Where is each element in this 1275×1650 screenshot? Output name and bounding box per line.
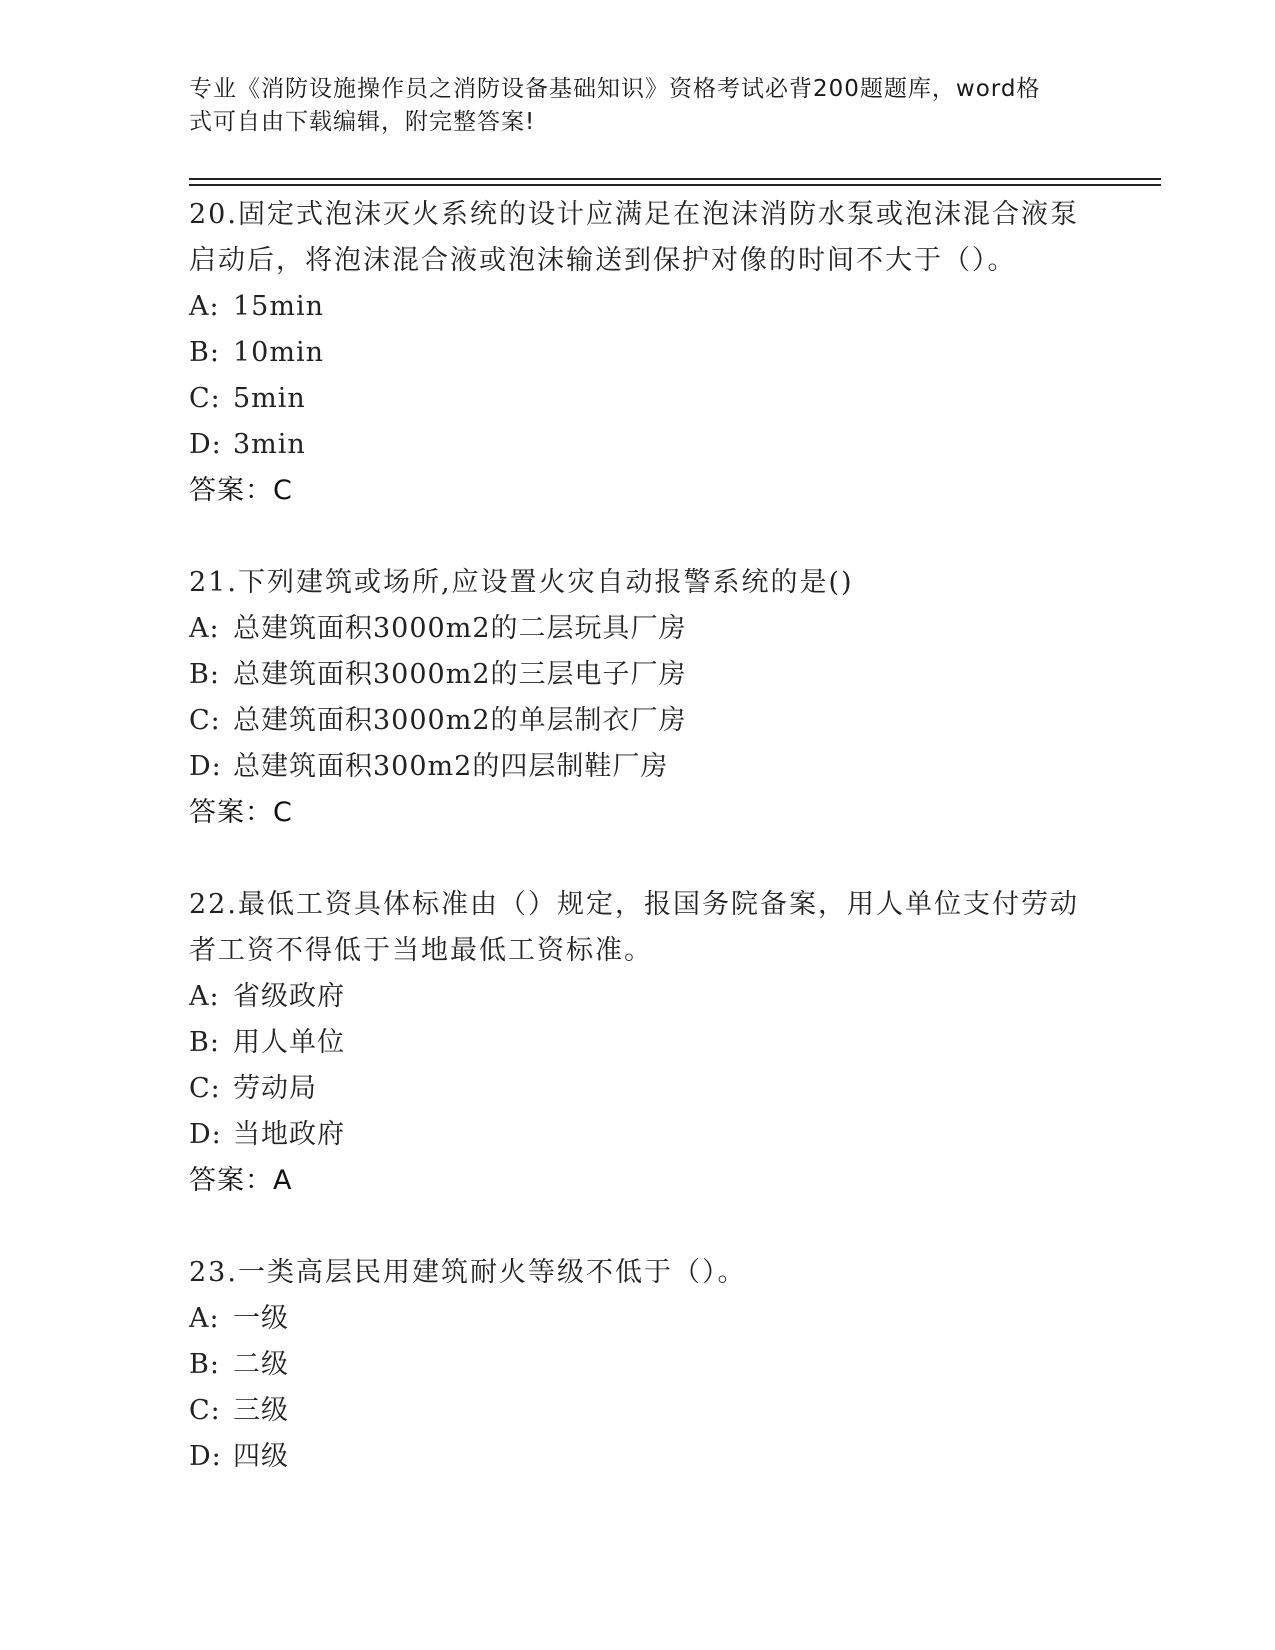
question-stem-line: 22.最低工资具体标准由（）规定，报国务院备案，用人单位支付劳动: [189, 889, 1079, 920]
question-stem: [189, 882, 1089, 974]
option-c: [189, 376, 1089, 422]
question-21: [189, 560, 1089, 836]
option-text: 一级: [233, 1303, 289, 1334]
option-b: [189, 652, 1089, 698]
option-text: 四级: [233, 1441, 289, 1472]
option-key: C:: [189, 1395, 221, 1426]
option-c: [189, 698, 1089, 744]
header-divider-top: [189, 178, 1161, 180]
option-d: [189, 1434, 1089, 1480]
option-key: B:: [189, 1349, 220, 1380]
option-d: [189, 744, 1089, 790]
option-d: [189, 1112, 1089, 1158]
question-stem-line: 启动后，将泡沫混合液或泡沫输送到保护对像的时间不大于（）。: [189, 245, 1017, 276]
question-22: [189, 882, 1089, 1204]
question-stem-line: 20.固定式泡沫灭火系统的设计应满足在泡沫消防水泵或泡沫混合液泵: [189, 199, 1079, 230]
option-text: 二级: [233, 1349, 289, 1380]
option-key: D:: [189, 1119, 222, 1150]
option-key: B:: [189, 659, 220, 690]
option-b: [189, 330, 1089, 376]
document-header: [189, 73, 1089, 139]
option-key: D:: [189, 429, 222, 460]
question-stem: [189, 192, 1089, 284]
option-key: C:: [189, 705, 221, 736]
option-a: [189, 606, 1089, 652]
option-text: 15min: [233, 291, 324, 322]
question-20: [189, 192, 1089, 514]
option-b: [189, 1342, 1089, 1388]
answer-line: 答案：C: [189, 797, 293, 828]
answer-line: 答案：C: [189, 475, 293, 506]
option-a: [189, 974, 1089, 1020]
option-c: [189, 1388, 1089, 1434]
option-d: [189, 422, 1089, 468]
option-text: 3min: [233, 429, 306, 460]
question-stem-line: 者工资不得低于当地最低工资标准。: [189, 935, 653, 966]
option-key: B:: [189, 337, 220, 368]
option-a: [189, 284, 1089, 330]
question-23: [189, 1250, 1089, 1480]
option-key: D:: [189, 1441, 222, 1472]
question-stem: [189, 560, 1089, 606]
header-divider-bottom: [189, 184, 1161, 186]
question-list: [189, 192, 1089, 1526]
question-stem: [189, 1250, 1089, 1296]
option-text: 10min: [233, 337, 324, 368]
option-key: A:: [189, 291, 220, 322]
option-text: 总建筑面积3000m2的三层电子厂房: [233, 659, 687, 690]
option-a: [189, 1296, 1089, 1342]
option-text: 三级: [233, 1395, 289, 1426]
option-key: C:: [189, 1073, 221, 1104]
option-text: 劳动局: [233, 1073, 317, 1104]
question-stem-line: 23.一类高层民用建筑耐火等级不低于（）。: [189, 1257, 747, 1288]
option-text: 总建筑面积300m2的四层制鞋厂房: [233, 751, 669, 782]
option-text: 5min: [233, 383, 306, 414]
option-key: A:: [189, 1303, 220, 1334]
option-key: C:: [189, 383, 221, 414]
header-line-1: 专业《消防设施操作员之消防设备基础知识》资格考试必背200题题库，word格: [189, 76, 1041, 102]
option-text: 省级政府: [233, 981, 345, 1012]
option-text: 用人单位: [233, 1027, 345, 1058]
option-c: [189, 1066, 1089, 1112]
header-line-2: 式可自由下载编辑，附完整答案!: [189, 109, 536, 135]
option-key: D:: [189, 751, 222, 782]
answer-line: 答案：A: [189, 1165, 293, 1196]
option-b: [189, 1020, 1089, 1066]
option-key: A:: [189, 981, 220, 1012]
option-text: 当地政府: [233, 1119, 345, 1150]
option-key: B:: [189, 1027, 220, 1058]
question-stem-line: 21.下列建筑或场所,应设置火灾自动报警系统的是(): [189, 567, 854, 598]
option-text: 总建筑面积3000m2的二层玩具厂房: [233, 613, 687, 644]
option-key: A:: [189, 613, 220, 644]
option-text: 总建筑面积3000m2的单层制衣厂房: [233, 705, 687, 736]
